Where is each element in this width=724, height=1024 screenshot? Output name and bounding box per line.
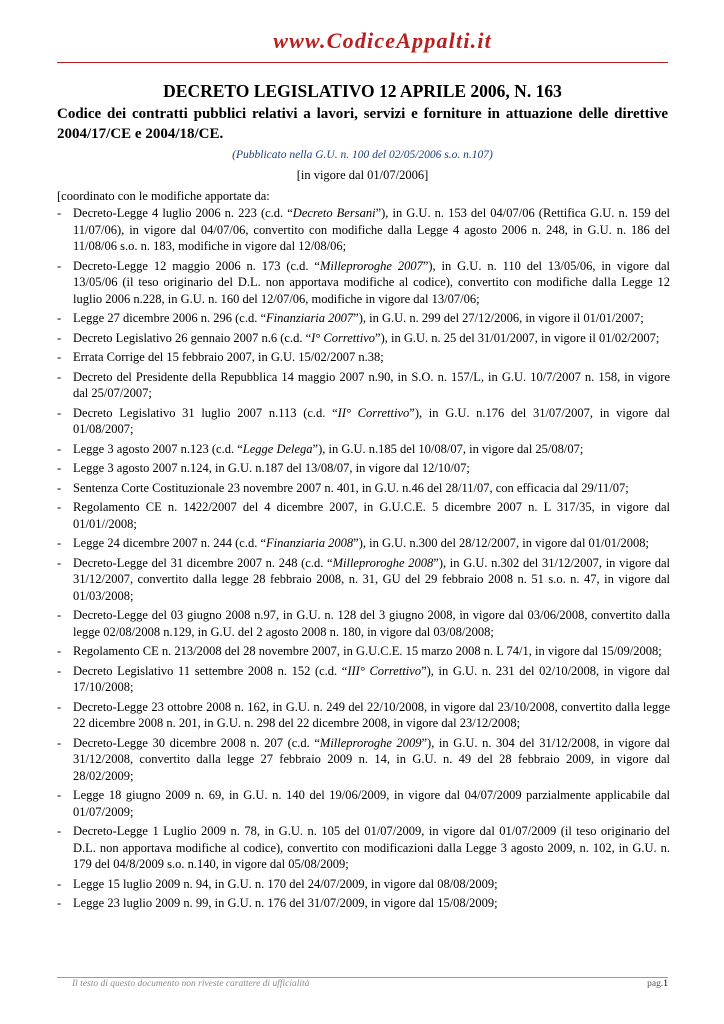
amendment-text-cont: ”), in G.U. n. 299 del 27/12/2006, in vigore il 01/01/2007;: [353, 311, 644, 325]
footer-divider: [57, 977, 668, 978]
amendment-text: Decreto-Legge 12 maggio 2006 n. 173 (c.d. “: [73, 258, 320, 273]
amendment-text: Regolamento CE n. 213/2008 del 28 novembre 2007, in G.U.C.E. 15 marzo 2008 n. L 74/1, in vigore dal 15/09/2008;: [73, 644, 662, 658]
document-subtitle: Codice dei contratti pubblici relativi a lavori, servizi e forniture in attuazione delle direttive 2004/17/CE e 2004/18/CE.: [57, 106, 668, 142]
list-item: [57, 787, 670, 820]
amendment-text-cont: ”), in G.U. n. 25 del 31/01/2007, in vigore il 01/02/2007;: [375, 330, 660, 345]
page-label: pag.: [647, 979, 664, 989]
list-item: [57, 535, 670, 552]
amendment-text: Legge 3 agosto 2007 n.124, in G.U. n.187 del 13/08/07, in vigore dal 12/10/07;: [73, 461, 470, 475]
page-number: [647, 979, 668, 989]
amendment-nickname: Milleproroghe 2008: [332, 555, 434, 570]
amendment-text-cont: ”), in G.U. n.185 del 10/08/07, in vigore dal 25/08/07;: [312, 441, 584, 456]
list-item: [57, 205, 670, 255]
site-logo: www.CodiceAppalti.it: [273, 28, 492, 53]
amendment-text-cont: ”), in G.U. n. 153 del 04/07/06 (Rettifica G.U. n. 159 del 11/07/06), in vigore dal 04/07/06, convertito con modifiche dalla Legge 4 agosto 2006 n. 248, in G.U. n. 186 del 11/08/06 s.o. n. 183, modifiche in vigore dal 12/08/06;: [73, 206, 670, 253]
amendment-nickname: II° Correttivo: [337, 405, 410, 420]
list-item: [57, 499, 670, 532]
amendment-text: Decreto-Legge 30 dicembre 2008 n. 207 (c.d. “: [73, 735, 320, 750]
amendment-text: Legge 3 agosto 2007 n.123 (c.d. “: [73, 441, 243, 456]
amendment-text: Errata Corrige del 15 febbraio 2007, in G.U. 15/02/2007 n.38;: [73, 350, 384, 364]
amendments-list: [57, 205, 670, 915]
amendment-text-cont: ”), in G.U. n.300 del 28/12/2007, in vigore dal 01/01/2008;: [353, 536, 649, 550]
list-item: [57, 643, 670, 660]
amendment-text-cont: ”), in G.U. n.176 del 31/07/2007, in vigore dal 01/08/2007;: [73, 405, 670, 436]
amendment-text: Legge 18 giugno 2009 n. 69, in G.U. n. 140 del 19/06/2009, in vigore dal 04/07/2009 parzialmente applicabile dal 01/07/2009;: [73, 788, 670, 819]
amendment-text: Decreto-Legge 23 ottobre 2008 n. 162, in G.U. n. 249 del 22/10/2008, in vigore dal 23/10/2008, convertito dalla legge 22 dicembre 2008 n. 201, in G.U. n. 298 del 22 dicembre 2008, in vigore dal 23/12/2008;: [73, 699, 670, 730]
amendment-text-cont: ”), in G.U. n. 304 del 31/12/2008, in vigore dal 31/12/2008, convertito dalla legge 27 febbraio 2009 n. 14, in G.U. n. 49 del 28 febbraio 2009, in vigore dal 28/02/2009;: [73, 735, 670, 783]
amendment-nickname: I° Correttivo: [311, 330, 376, 345]
footer-disclaimer: Il testo di questo documento non riveste carattere di ufficialità: [72, 979, 310, 989]
list-item: [57, 895, 670, 912]
list-item: [57, 349, 670, 366]
list-item: [57, 369, 670, 402]
list-item: [57, 663, 670, 696]
amendment-nickname: Legge Delega: [242, 441, 313, 456]
list-item: [57, 735, 670, 785]
amendment-text: Legge 15 luglio 2009 n. 94, in G.U. n. 170 del 24/07/2009, in vigore dal 08/08/2009;: [73, 876, 498, 891]
amendment-text-cont: ”), in G.U. n. 231 del 02/10/2008, in vigore dal 17/10/2008;: [73, 663, 670, 694]
list-item: [57, 823, 670, 873]
amendment-text: Decreto Legislativo 11 settembre 2008 n. 152 (c.d. “: [73, 663, 348, 678]
amendment-text: Sentenza Corte Costituzionale 23 novembre 2007 n. 401, in G.U. n.46 del 28/11/07, con efficacia dal 29/11/07;: [73, 480, 629, 495]
list-item: [57, 405, 670, 438]
page-number-value: 1: [663, 979, 668, 989]
list-item: [57, 607, 670, 640]
amendment-text: Decreto-Legge del 31 dicembre 2007 n. 248 (c.d. “: [73, 555, 333, 570]
header-divider: [57, 62, 668, 63]
page-title: DECRETO LEGISLATIVO 12 APRILE 2006, N. 163: [163, 81, 562, 101]
amendment-text: Legge 23 luglio 2009 n. 99, in G.U. n. 176 del 31/07/2009, in vigore dal 15/08/2009;: [73, 896, 498, 910]
amendment-text: Decreto Legislativo 31 luglio 2007 n.113 (c.d. “: [73, 405, 338, 420]
amendment-nickname: III° Correttivo: [347, 663, 422, 678]
coordinated-intro: [coordinato con le modifiche apportate da:: [57, 189, 270, 203]
list-item: [57, 876, 670, 893]
amendment-text: Decreto-Legge del 03 giugno 2008 n.97, in G.U. n. 128 del 3 giugno 2008, in vigore dal 03/06/2008, convertito dalla legge 02/08/2008 n.129, in G.U. del 2 agosto 2008 n. 180, in vigore dal 03/08/2008;: [73, 608, 670, 639]
amendment-text: Legge 27 dicembre 2006 n. 296 (c.d. “: [73, 311, 266, 325]
amendment-nickname: Milleproroghe 2009: [319, 735, 422, 750]
list-item: [57, 330, 670, 347]
list-item: [57, 699, 670, 732]
amendment-text: Decreto del Presidente della Repubblica 14 maggio 2007 n.90, in S.O. n. 157/L, in G.U. 10/7/2007 n. 158, in vigore dal 25/07/2007;: [73, 369, 670, 400]
list-item: [57, 555, 670, 605]
amendment-text-cont: ”), in G.U. n. 110 del 13/05/06, in vigore dal 13/05/06 (il teso originario del D.L. non apportava modifiche al codice), convertito con modifiche dalla Legge 12 luglio 2006 n.228, in G.U. n. 160 del 12/07/06, modifiche in vigore dal 13/07/06;: [73, 258, 670, 306]
list-item: [57, 480, 670, 497]
amendment-text-cont: ”), in G.U. n.302 del 31/12/2007, in vigore dal 31/12/2007, convertito dalla legge 28 febbraio 2008, n. 31, GU del 29 febbraio 2008 n. 51 s.o. n. 47, in vigore dal 01/03/2008;: [73, 555, 671, 603]
amendment-nickname: Finanziaria 2007: [266, 311, 354, 325]
list-item: [57, 310, 670, 327]
list-item: [57, 460, 670, 477]
amendment-text: Decreto-Legge 4 luglio 2006 n. 223 (c.d. “: [73, 206, 293, 220]
list-item: [57, 441, 670, 458]
amendment-text: Regolamento CE n. 1422/2007 del 4 dicembre 2007, in G.U.C.E. 5 dicembre 2007 n. L 317/35, in vigore dal 01/01//2008;: [73, 500, 670, 531]
amendment-nickname: Decreto Bersani: [292, 206, 376, 220]
amendment-text: Decreto Legislativo 26 gennaio 2007 n.6 (c.d. “: [73, 330, 312, 345]
list-item: [57, 258, 670, 308]
publication-note: (Pubblicato nella G.U. n. 100 del 02/05/2006 s.o. n.107): [232, 149, 493, 161]
amendment-text: Decreto-Legge 1 Luglio 2009 n. 78, in G.U. n. 105 del 01/07/2009, in vigore dal 01/07/2009 (il teso originario del D.L. non apportava modifiche al codice), convertito con modificazioni dalla Legge 3 agosto 2009, n. 102, in G.U. n. 179 del 04/8/2009 s.o. n.140, in vigore dal 05/08/2009;: [73, 824, 670, 871]
amendment-nickname: Milleproroghe 2007: [319, 258, 423, 273]
amendment-text: Legge 24 dicembre 2007 n. 244 (c.d. “: [73, 536, 266, 550]
in-force-note: [in vigore dal 01/07/2006]: [296, 168, 429, 182]
amendment-nickname: Finanziaria 2008: [266, 536, 354, 550]
